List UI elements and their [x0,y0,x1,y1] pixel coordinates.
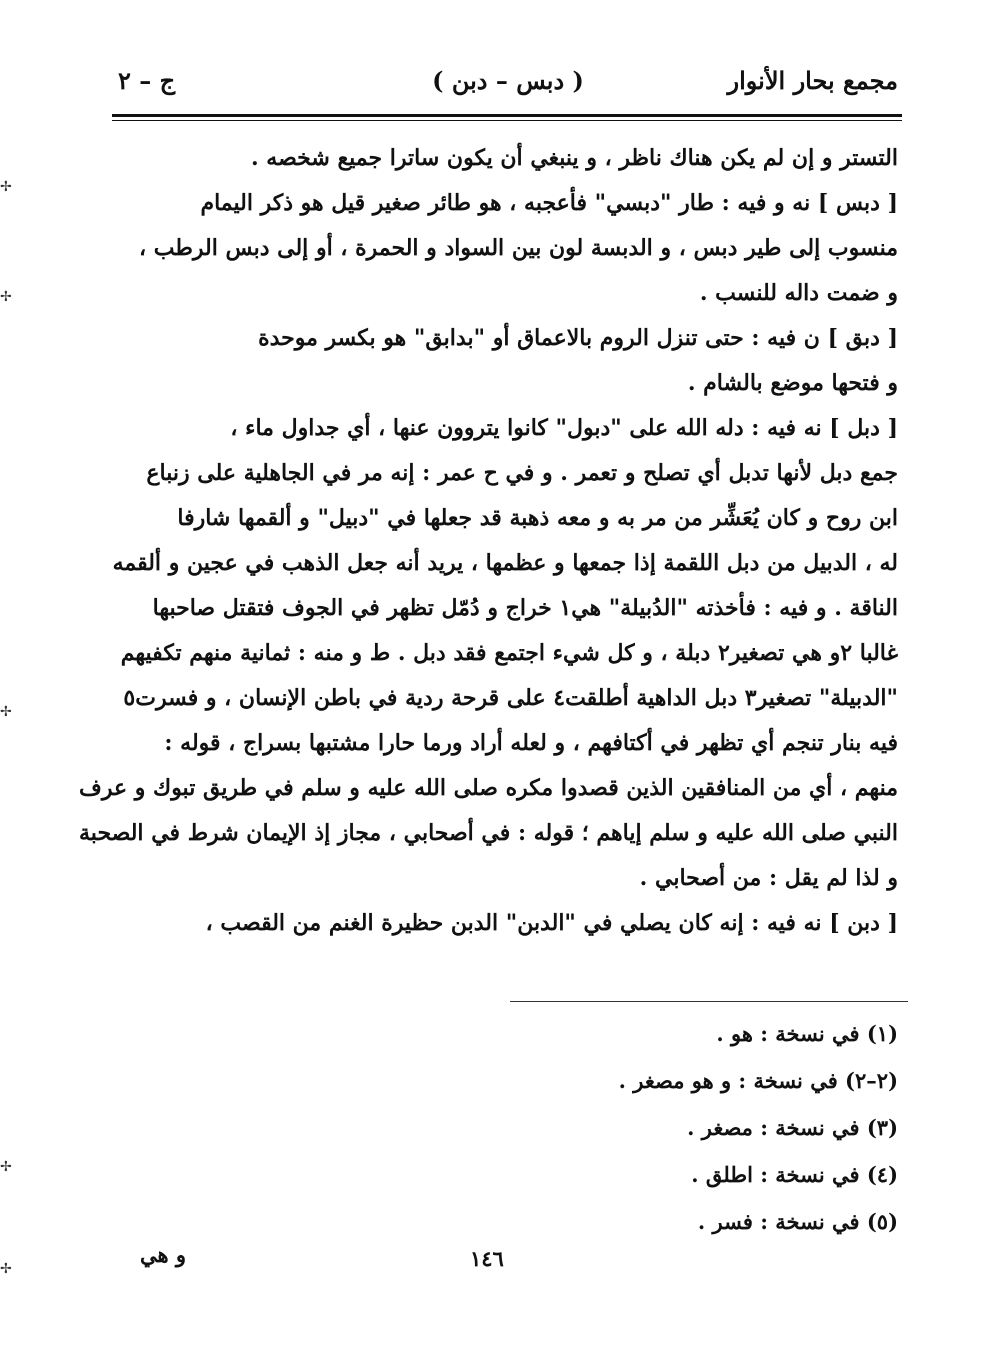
footnote-item: (٥) في نسخة : فسر . [697,1209,898,1234]
footnote-item: (٢–٢) في نسخة : و هو مصغر . [618,1068,898,1093]
text-line: [ دبن ] نه فيه : إنه كان يصلي في "الدبن" الدبن حظيرة الغنم من القصب ، [205,910,898,936]
text-line: "الدبيلة" تصغير٣ دبل الداهية أطلقت٤ على قرحة ردية في باطن الإنسان ، و فسرت٥ [123,685,898,711]
text-line: [ دبس ] نه و فيه : طار "دبسي" فأعجبه ، هو طائر صغير قيل هو ذكر اليمام [200,190,898,216]
text-line: منهم ، أي من المنافقين الذين قصدوا مكره صلى الله عليه و سلم في طريق تبوك و عرف [79,775,898,801]
margin-mark-icon: ✢ [0,179,12,195]
text-line: [ دبق ] ن فيه : حتى تنزل الروم بالاعماق أو "بدابق" هو بكسر موحدة [258,325,898,351]
header-rule-thin [112,120,902,121]
text-line: له ، الدبيل من دبل اللقمة إذا جمعها و عظمها ، يريد أنه جعل الذهب في عجين و ألقمه [112,550,898,576]
page-number: ١٤٦ [470,1246,504,1271]
text-line: النبي صلى الله عليه و سلم إياهم ؛ قوله : في أصحابي ، مجاز إذ الإيمان شرط في الصحبة [79,820,898,846]
text-line: فيه بنار تنجم أي تظهر في أكتافهم ، و لعله أراد ورما حارا مشتبها بسراج ، قوله : [164,730,898,756]
text-line: و فتحها موضع بالشام . [687,370,898,396]
header-rule-thick [112,114,902,117]
footnotes [490,1014,898,1249]
section-range: ( دبس – دبن ) [432,66,584,95]
text-line: [ دبل ] نه فيه : دله الله على "دبول" كانوا يتروون عنها ، أي جداول ماء ، [230,415,898,441]
footnote-item: (١) في نسخة : هو . [716,1021,898,1046]
text-line: ابن روح و كان يُعَشِّر من مر به و معه ذهبة قد جعلها في "دبيل" و ألقمها شارفا [177,505,898,531]
footnote-item: (٣) في نسخة : مصغر . [687,1115,898,1140]
text-line: التستر و إن لم يكن هناك ناظر ، و ينبغي أن يكون ساترا جميع شخصه . [250,145,898,171]
book-title: مجمع بحار الأنوار [727,66,898,95]
margin-mark-icon: ✢ [0,1261,12,1277]
text-line: الناقة . و فيه : فأخذته "الدُبيلة" هي١ خراج و دُمّل تظهر في الجوف فتقتل صاحبها [152,595,898,621]
text-line: جمع دبل لأنها تدبل أي تصلح و تعمر . و في ح عمر : إنه مر في الجاهلية على زنباع [146,460,898,486]
running-header [118,62,898,102]
main-text [79,138,898,948]
margin-mark-icon: ✢ [0,704,12,720]
catchword: و هي [140,1242,187,1267]
footnote-rule [510,1001,908,1002]
text-line: منسوب إلى طير دبس ، و الدبسة لون بين السواد و الحمرة ، أو إلى دبس الرطب ، [139,235,898,261]
margin-mark-icon: ✢ [0,1159,12,1175]
margin-mark-icon: ✢ [0,289,12,305]
text-line: غالبا ٢و هي تصغير٢ دبلة ، و كل شيء اجتمع فقد دبل . ط و منه : ثمانية منهم تكفيهم [120,640,898,666]
footnote-item: (٤) في نسخة : اطلق . [691,1162,898,1187]
text-line: و لذا لم يقل : من أصحابي . [639,865,898,891]
text-line: و ضمت داله للنسب . [699,280,898,306]
volume-number: ج – ٢ [118,66,176,95]
